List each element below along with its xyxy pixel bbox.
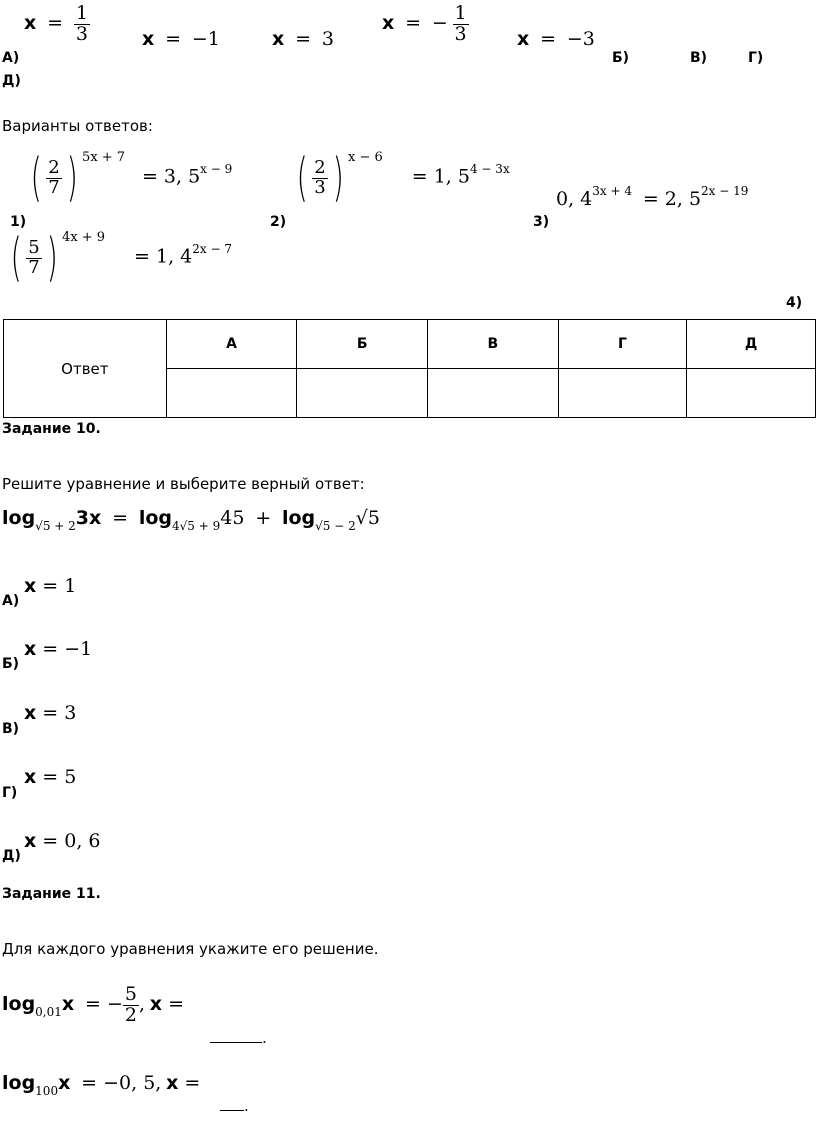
variable: x xyxy=(142,28,155,50)
value: 5 xyxy=(64,766,77,788)
answer-header-v: В xyxy=(427,320,558,369)
equation-3 xyxy=(556,184,749,210)
equals-sign: = xyxy=(75,1072,104,1094)
task10-option-v xyxy=(24,702,76,724)
denominator: 2 xyxy=(124,1003,137,1026)
rhs-base: 1, 5 xyxy=(433,165,470,188)
variants-heading: Варианты ответов: xyxy=(2,117,153,135)
task11-instruction: Для каждого уравнения укажите его решение. xyxy=(2,940,379,958)
equals-sign: = xyxy=(36,638,65,660)
answer-header-b: Б xyxy=(297,320,428,369)
log-argument: 3x xyxy=(75,507,102,529)
variable: x xyxy=(517,28,530,50)
value: 3 xyxy=(64,702,77,724)
task10-label-g: Г) xyxy=(2,785,18,801)
value: 0, 6 xyxy=(64,830,101,852)
fraction xyxy=(123,985,139,1026)
answer-cell-g[interactable] xyxy=(558,369,687,418)
rhs-exponent: x − 9 xyxy=(200,161,233,176)
equals-sign: = xyxy=(78,992,107,1015)
equals-sign: = xyxy=(106,507,135,529)
period: . xyxy=(262,1029,267,1047)
variable: x xyxy=(382,11,395,34)
value: −0, 5, xyxy=(103,1072,162,1094)
equals-sign: = xyxy=(41,11,70,34)
equals-sign: = xyxy=(109,245,156,268)
rhs-exponent: 4 − 3x xyxy=(469,161,510,176)
variable: x xyxy=(61,992,75,1015)
fraction xyxy=(453,4,469,45)
equals-sign: = xyxy=(178,1072,201,1094)
label-a: А) xyxy=(2,50,20,66)
equation-2 xyxy=(292,148,510,208)
exponent: x − 6 xyxy=(348,149,383,165)
plus-sign: + xyxy=(249,507,278,529)
value: −1 xyxy=(191,28,220,50)
right-paren: ) xyxy=(332,148,344,208)
answer-cell-v[interactable] xyxy=(427,369,558,418)
equation-1 xyxy=(26,148,233,208)
log-argument: 45 xyxy=(220,507,245,529)
numerator: 1 xyxy=(454,2,467,24)
left-paren: ( xyxy=(296,148,308,208)
task10-label-d: Д) xyxy=(2,848,21,864)
log-function: log xyxy=(2,992,36,1015)
variable: x xyxy=(24,702,37,724)
equals-sign: = xyxy=(159,28,188,50)
log-base: √5 − 2 xyxy=(315,519,356,533)
exponent: 4x + 9 xyxy=(62,229,106,245)
equation-4-label: 4) xyxy=(786,295,803,311)
equation-4 xyxy=(6,228,232,288)
variable: x xyxy=(58,1072,71,1094)
equals-sign: = xyxy=(387,165,434,188)
task10-equation xyxy=(2,507,380,533)
equation-3-label: 3) xyxy=(533,214,550,230)
answer-blank[interactable] xyxy=(220,1096,244,1111)
task10-option-d xyxy=(24,830,101,852)
option-eq-d xyxy=(382,4,469,45)
denominator: 3 xyxy=(75,22,88,45)
task10-option-a xyxy=(24,575,76,597)
equals-sign: = xyxy=(399,11,428,34)
rhs-base: 2, 5 xyxy=(664,188,702,210)
equals-sign: = xyxy=(36,702,65,724)
sign: − xyxy=(431,11,448,34)
task10-title: Задание 10. xyxy=(2,421,101,437)
lhs-base: 0, 4 xyxy=(556,188,593,210)
rhs-base: 1, 4 xyxy=(155,245,193,268)
right-paren: ) xyxy=(66,148,78,208)
numerator: 2 xyxy=(314,156,326,178)
answer-blank[interactable] xyxy=(210,1028,262,1043)
exponent: 5x + 7 xyxy=(82,149,126,165)
answer-cell-b[interactable] xyxy=(297,369,428,418)
variable: x xyxy=(24,766,37,788)
left-paren: ( xyxy=(30,148,42,208)
log-function: log xyxy=(138,507,172,529)
value: 1 xyxy=(64,575,77,597)
numerator: 5 xyxy=(124,983,137,1005)
answer-table-header-row xyxy=(4,320,816,369)
equation-2-label: 2) xyxy=(270,214,287,230)
value: 3 xyxy=(321,28,334,50)
equals-sign: = xyxy=(534,28,563,50)
option-eq-c xyxy=(272,28,334,50)
denominator: 7 xyxy=(48,176,60,198)
comma: , xyxy=(138,992,145,1015)
label-g: Г) xyxy=(748,50,764,66)
variable: x xyxy=(24,575,37,597)
log-base: 100 xyxy=(35,1084,59,1098)
sign: − xyxy=(106,992,123,1015)
answer-table xyxy=(3,319,816,418)
left-paren: ( xyxy=(10,228,22,288)
right-paren: ) xyxy=(46,228,58,288)
equals-sign: = xyxy=(162,992,185,1015)
denominator: 3 xyxy=(314,176,326,198)
value: −3 xyxy=(566,28,595,50)
equals-sign: = xyxy=(36,766,65,788)
task11-equation-2 xyxy=(2,1072,201,1098)
fraction xyxy=(46,156,61,198)
option-eq-a xyxy=(24,4,90,45)
task10-instruction: Решите уравнение и выберите верный ответ: xyxy=(2,475,365,493)
rhs-exponent: 2x − 7 xyxy=(192,241,232,256)
numerator: 1 xyxy=(75,2,88,24)
variable: x xyxy=(24,11,37,34)
option-eq-e xyxy=(517,28,595,50)
answer-header-d: Д xyxy=(687,320,816,369)
numerator: 2 xyxy=(48,156,60,178)
task10-label-a: А) xyxy=(2,593,20,609)
answer-row-label: Ответ xyxy=(4,320,167,418)
log-base: 4√5 + 9 xyxy=(172,519,221,533)
exponent: 3x + 4 xyxy=(592,184,632,198)
log-function: log xyxy=(2,507,36,529)
rhs-base: 3, 5 xyxy=(163,165,201,188)
variable: x xyxy=(24,638,37,660)
numerator: 5 xyxy=(28,236,40,258)
value: −1 xyxy=(64,638,93,660)
task10-label-b: Б) xyxy=(2,656,20,672)
equals-sign: = xyxy=(289,28,318,50)
log-base: 0,01 xyxy=(35,1004,62,1019)
variable: x xyxy=(24,830,37,852)
rhs-exponent: 2x − 19 xyxy=(701,184,749,198)
equation-1-label: 1) xyxy=(10,214,27,230)
label-b: Б) xyxy=(612,50,630,66)
period: . xyxy=(244,1097,249,1115)
variable: x xyxy=(166,1072,179,1094)
log-argument: √5 xyxy=(355,507,380,529)
log-function: log xyxy=(2,1072,36,1094)
equals-sign: = xyxy=(36,830,65,852)
option-eq-b xyxy=(142,28,220,50)
task11-title: Задание 11. xyxy=(2,886,101,902)
answer-cell-d[interactable] xyxy=(687,369,816,418)
equals-sign: = xyxy=(636,188,665,210)
equals-sign: = xyxy=(36,575,65,597)
log-base: √5 + 2 xyxy=(35,519,76,533)
fraction xyxy=(312,156,327,198)
label-d: Д) xyxy=(2,73,21,89)
task10-option-g xyxy=(24,766,76,788)
log-function: log xyxy=(281,507,316,529)
task11-answer-2[interactable] xyxy=(220,1096,249,1115)
task10-option-b xyxy=(24,638,92,660)
variable: x xyxy=(272,28,285,50)
equals-sign: = xyxy=(129,165,164,188)
denominator: 7 xyxy=(28,256,40,278)
task11-answer-1[interactable] xyxy=(210,1028,267,1047)
answer-cell-a[interactable] xyxy=(166,369,297,418)
answer-header-g: Г xyxy=(558,320,687,369)
task10-label-v: В) xyxy=(2,721,20,737)
label-v: В) xyxy=(690,50,708,66)
fraction xyxy=(26,236,41,278)
denominator: 3 xyxy=(454,22,467,45)
variable: x xyxy=(149,992,163,1015)
answer-header-a: А xyxy=(166,320,297,369)
fraction xyxy=(74,4,90,45)
task11-equation-1 xyxy=(2,985,184,1026)
